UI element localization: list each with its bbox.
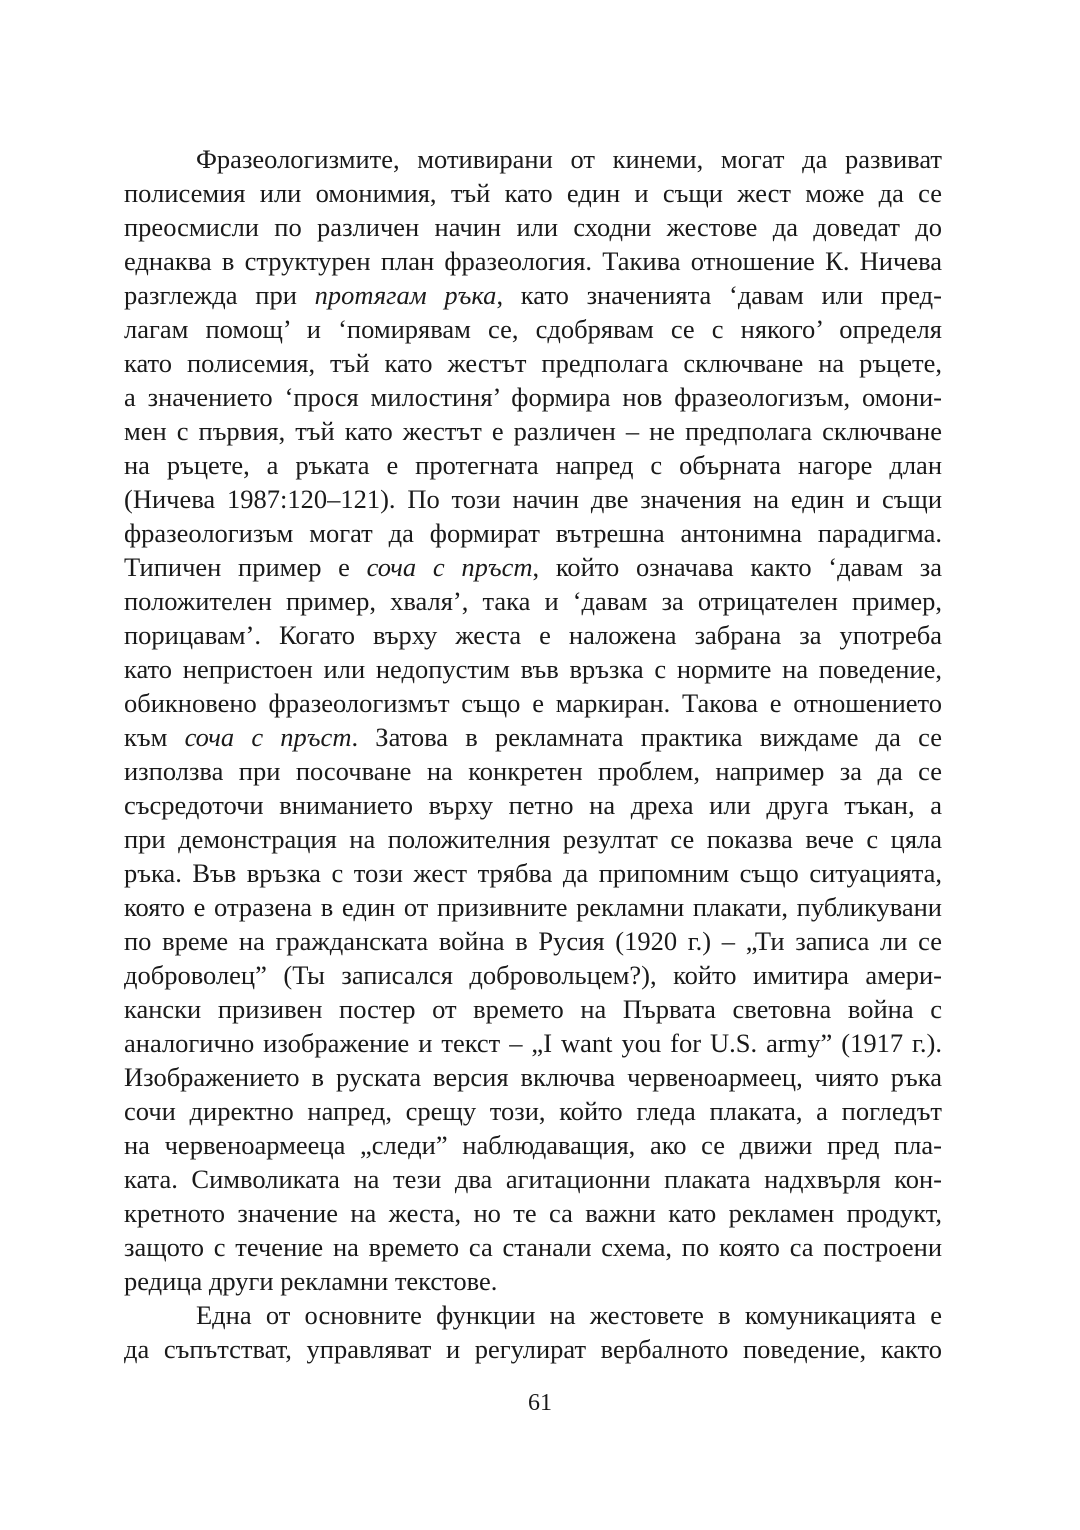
text-line <box>124 1298 942 1332</box>
text-line <box>124 584 942 618</box>
text-segment: като непристоен или недопустим във връзка с нормите на поведение, <box>124 654 942 684</box>
text-line <box>124 618 942 652</box>
text-line <box>124 550 942 584</box>
text-line <box>124 924 942 958</box>
text-line <box>124 448 942 482</box>
text-line <box>124 1162 942 1196</box>
text-line <box>124 1128 942 1162</box>
text-segment: разглежда при <box>124 280 315 310</box>
text-line <box>124 1060 942 1094</box>
text-segment: Типичен пример е <box>124 552 367 582</box>
text-line <box>124 652 942 686</box>
text-segment: еднаква в структурен план фразеология. Такива отношение К. Ничева <box>124 246 942 276</box>
text-segment: фразеологизъм могат да формират вътрешна антонимна парадигма. <box>124 518 942 548</box>
text-line <box>124 890 942 924</box>
text-segment: , като значенията ‘давам или пред- <box>496 280 942 310</box>
text-segment: обикновено фразеологизмът също е маркиран. Такова е отношението <box>124 688 942 718</box>
text-segment: доброволец” (Ты записался добровольцем?), който имитира амери- <box>124 960 942 990</box>
text-segment: при демонстрация на положителния резултат се показва вече с цяла <box>124 824 942 854</box>
italic-phrase: соча с пръст <box>184 722 352 752</box>
page-number: 61 <box>528 1390 552 1416</box>
text-segment: да съпътстват, управляват и регулират вербалното поведение, както <box>124 1334 942 1364</box>
text-line <box>124 346 942 380</box>
text-segment: положителен пример, хваля’, така и ‘давам за отрицателен пример, <box>124 586 942 616</box>
text-line <box>124 754 942 788</box>
text-segment: която е отразена в един от призивните рекламни плакати, публикувани <box>124 892 942 922</box>
text-segment: аналогично изображение и текст – „I want you for U.S. army” (1917 г.). <box>124 1028 942 1058</box>
text-line <box>124 482 942 516</box>
text-segment: лагам помощ’ и ‘помирявам се, сдобрявам се с някого’ определя <box>124 314 942 344</box>
text-line <box>124 788 942 822</box>
text-segment: (Ничева 1987:120–121). По този начин две значения на един и същи <box>124 484 942 514</box>
italic-phrase: соча с пръст <box>366 552 533 582</box>
text-segment: на ръцете, а ръката е протегната напред с обърната нагоре длан <box>124 450 942 480</box>
text-segment: , който означава както ‘давам за <box>532 552 942 582</box>
text-line <box>124 958 942 992</box>
text-line <box>124 516 942 550</box>
text-segment: използва при посочване на конкретен проблем, например за да се <box>124 756 942 786</box>
text-line <box>124 1196 942 1230</box>
text-segment: преосмисли по различен начин или сходни жестове да доведат до <box>124 212 942 242</box>
italic-phrase: протягам ръка <box>314 280 497 310</box>
text-segment: към <box>124 722 185 752</box>
text-line <box>124 1026 942 1060</box>
text-segment: като полисемия, тъй като жестът предполага сключване на ръцете, <box>124 348 942 378</box>
text-segment: защото с течение на времето са станали схема, по която са построени <box>124 1232 942 1262</box>
text-line <box>124 142 942 176</box>
text-segment: кретното значение на жеста, но те са важни като рекламен продукт, <box>124 1198 942 1228</box>
text-line <box>124 822 942 856</box>
text-segment: Фразеологизмите, мотивирани от кинеми, могат да развиват <box>196 144 942 174</box>
text-line <box>124 312 942 346</box>
text-segment: ката. Символиката на тези два агитационни плаката надхвърля кон- <box>124 1164 942 1194</box>
text-segment: сочи директно напред, срещу този, който гледа плаката, а погледът <box>124 1096 942 1126</box>
text-line <box>124 1230 942 1264</box>
text-segment: на червеноармееца „следи” наблюдаващия, ако се движи пред пла- <box>124 1130 942 1160</box>
text-line <box>124 176 942 210</box>
text-line <box>124 244 942 278</box>
text-segment: по време на гражданската война в Русия (1920 г.) – „Ти записа ли се <box>124 926 942 956</box>
text-segment: Изображението в руската версия включва червеноармеец, чиято ръка <box>124 1062 942 1092</box>
text-segment: мен с първия, тъй като жестът е различен – не предполага сключване <box>124 416 942 446</box>
text-line <box>124 992 942 1026</box>
text-segment: Една от основните функции на жестовете в комуникацията е <box>196 1300 942 1330</box>
text-line <box>124 686 942 720</box>
text-segment: порицавам’. Когато върху жеста е наложена забрана за употреба <box>124 620 942 650</box>
text-segment: . Затова в рекламната практика виждаме да се <box>351 722 942 752</box>
text-segment: ръка. Във връзка с този жест трябва да припомним също ситуацията, <box>124 858 942 888</box>
text-line <box>124 380 942 414</box>
text-segment: а значението ‘прося милостиня’ формира нов фразеологизъм, омони- <box>124 382 942 412</box>
text-segment: редица други рекламни текстове. <box>124 1266 498 1296</box>
text-line <box>124 278 942 312</box>
text-segment: полисемия или омонимия, тъй като един и същи жест може да се <box>124 178 942 208</box>
text-line <box>124 1332 942 1366</box>
text-segment: съсредоточи вниманието върху петно на дреха или друга тъкан, а <box>124 790 942 820</box>
text-line <box>124 1264 942 1298</box>
body-text <box>124 142 942 1366</box>
text-line <box>124 414 942 448</box>
text-line <box>124 1094 942 1128</box>
text-line <box>124 720 942 754</box>
text-line <box>124 856 942 890</box>
text-line <box>124 210 942 244</box>
text-segment: кански призивен постер от времето на Първата световна война с <box>124 994 942 1024</box>
